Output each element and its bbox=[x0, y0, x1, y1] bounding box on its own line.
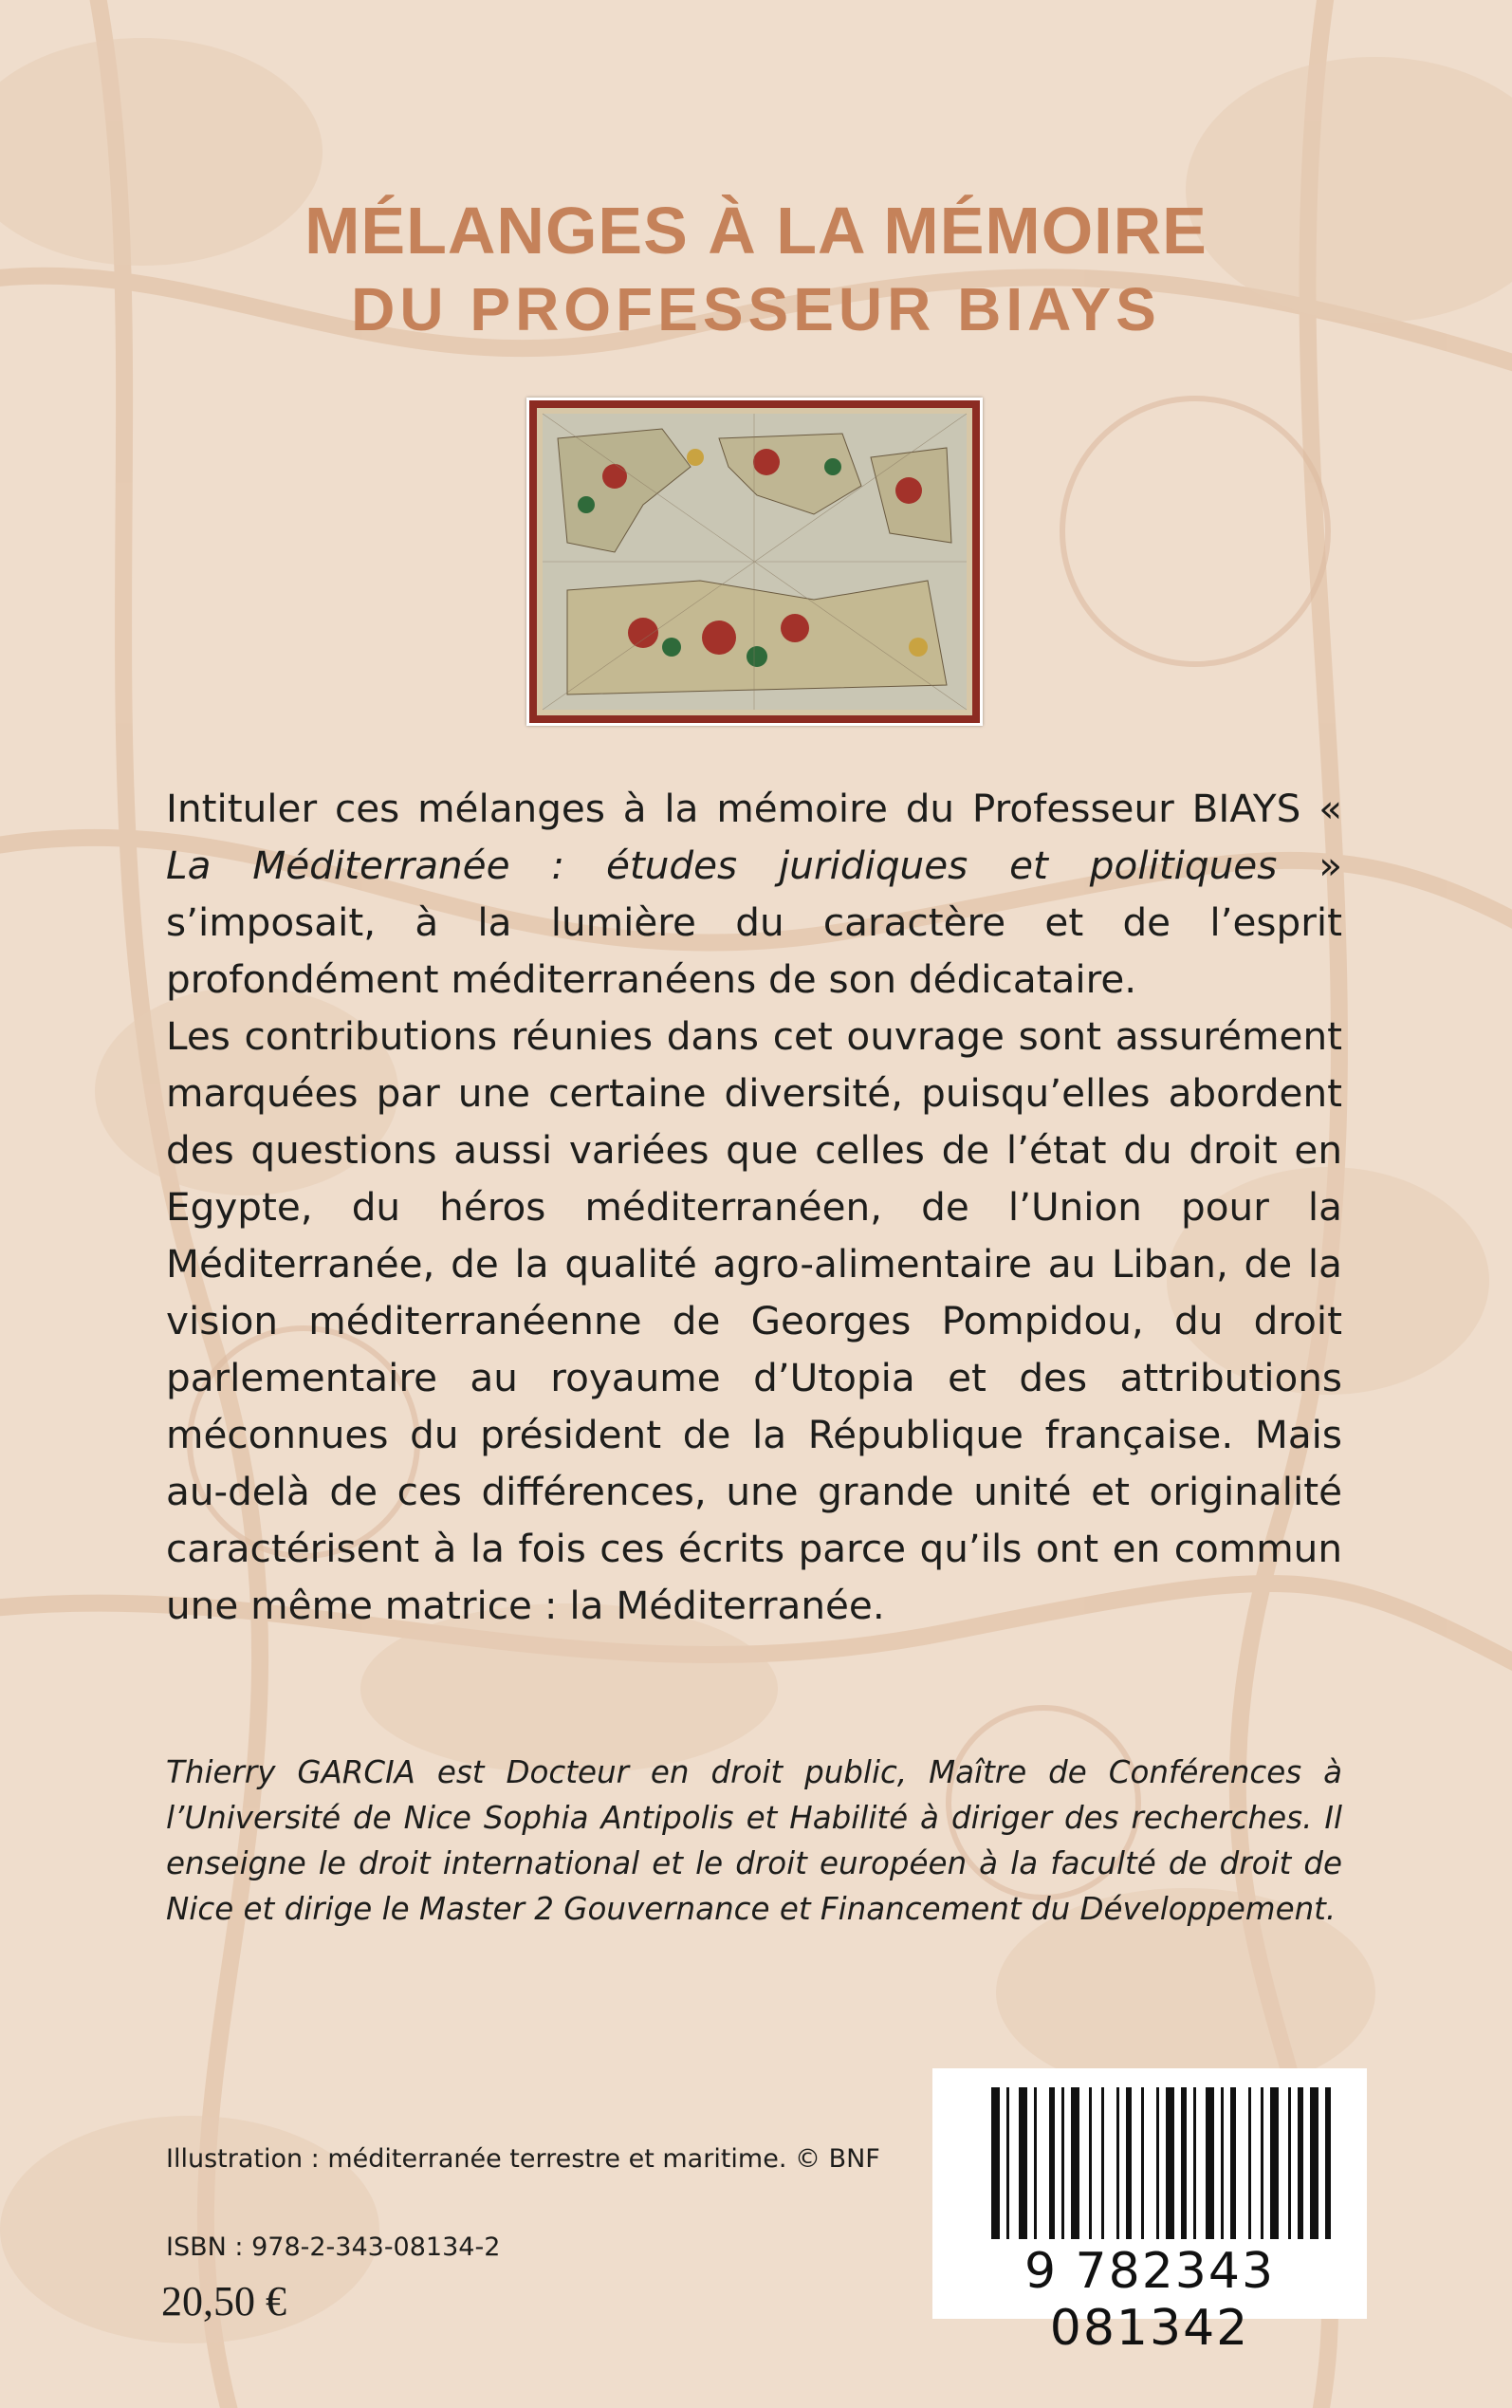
barcode-digits: 9 782343 081342 bbox=[1023, 2243, 1276, 2357]
barcode-bar bbox=[1181, 2087, 1187, 2239]
barcode-bar bbox=[1298, 2087, 1303, 2239]
barcode-bar bbox=[1206, 2087, 1214, 2239]
barcode-bar bbox=[1049, 2087, 1055, 2239]
isbn-number: ISBN : 978-2-343-08134-2 bbox=[166, 2232, 501, 2262]
barcode-bar bbox=[1325, 2087, 1331, 2239]
barcode-bar bbox=[1230, 2087, 1236, 2239]
barcode-bar bbox=[1061, 2087, 1064, 2239]
barcode-bar bbox=[1248, 2087, 1251, 2239]
barcode-bar bbox=[1101, 2087, 1104, 2239]
barcode-bar bbox=[1270, 2087, 1279, 2239]
description-paragraph-1: Intituler ces mélanges à la mémoire du Professeur BIAYS « La Méditerranée : études juridiques et politiques » s’imposait, à la lumière du caractère et de l’esprit profondément méditerranéens de son dédicataire. bbox=[166, 786, 1342, 1002]
barcode-bar bbox=[1116, 2087, 1119, 2239]
title-line-1: MÉLANGES À LA MÉMOIRE bbox=[304, 194, 1208, 268]
barcode-bar bbox=[1089, 2087, 1092, 2239]
barcode-bar bbox=[991, 2087, 1000, 2239]
barcode-bar bbox=[1310, 2087, 1318, 2239]
illustration-credit: Illustration : méditerranée terrestre et maritime. © BNF bbox=[166, 2144, 880, 2174]
barcode-bar bbox=[1126, 2087, 1132, 2239]
author-bio: Thierry GARCIA est Docteur en droit public, Maître de Conférences à l’Université de Nice Sophia Antipolis et Habilité à diriger des recherches. Il enseigne le droit international et le droit européen à la faculté de droit de Nice et dirige le Master 2 Gouvernance et Financement du Développement. bbox=[166, 1754, 1342, 1927]
book-title bbox=[0, 190, 1512, 347]
barcode-bar bbox=[1019, 2087, 1027, 2239]
price: 20,50 € bbox=[161, 2278, 286, 2325]
title-line-2: DU PROFESSEUR BIAYS bbox=[351, 275, 1161, 343]
book-subtitle-italic: La Méditerranée : études juridiques et politiques bbox=[166, 843, 1278, 888]
barcode-bar bbox=[1221, 2087, 1224, 2239]
barcode-bar bbox=[1141, 2087, 1144, 2239]
barcode-bar bbox=[1166, 2087, 1174, 2239]
barcode-bar bbox=[1193, 2087, 1196, 2239]
barcode-bar bbox=[1006, 2087, 1009, 2239]
description-paragraph-2: Les contributions réunies dans cet ouvrage sont assurément marquées par une certaine diversité, puisqu’elles abordent des questions aussi variées que celles de l’état du droit en Egypte, du héros méditerranéen, de l’Union pour la Méditerranée, de la qualité agro-alimentaire au Liban, de la vision méditerranéenne de Georges Pompidou, du droit parlementaire au royaume d’Utopia et des attributions méconnues du président de la République française. Mais au-delà de ces différences, une grande unité et originalité caractérisent à la fois ces écrits parce qu’ils ont en commun une même matrice : la Méditerranée. bbox=[166, 1013, 1342, 1628]
cover-illustration-map bbox=[526, 398, 983, 726]
barcode-bar bbox=[1261, 2087, 1263, 2239]
barcode-bar bbox=[1156, 2087, 1159, 2239]
barcode-bar bbox=[1034, 2087, 1037, 2239]
description-text bbox=[166, 780, 1342, 1634]
barcode-bar bbox=[1288, 2087, 1291, 2239]
barcode bbox=[932, 2068, 1367, 2357]
barcode-bar bbox=[1071, 2087, 1079, 2239]
